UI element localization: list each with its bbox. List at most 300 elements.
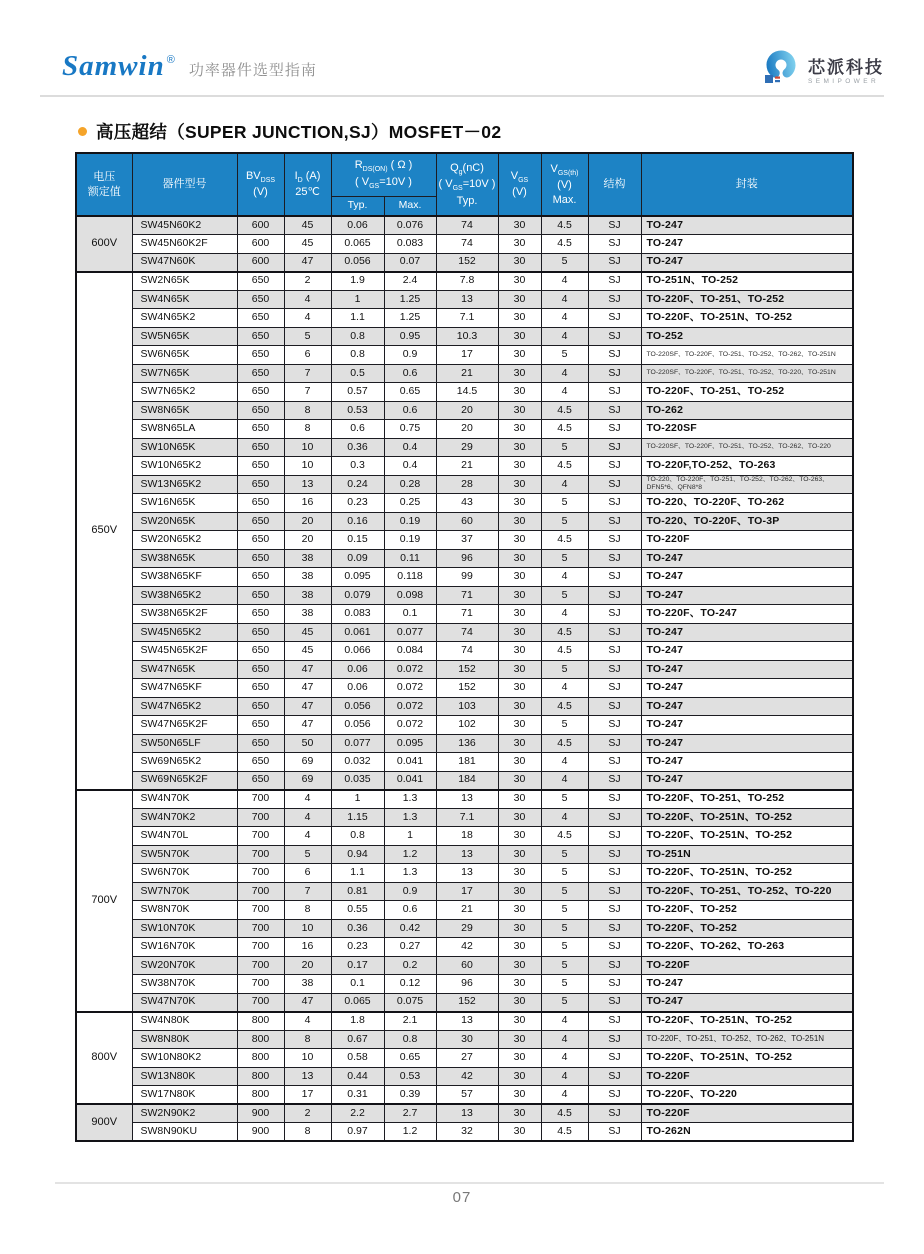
cell-package: TO-251N、TO-252 — [641, 272, 853, 291]
table-row — [76, 919, 853, 938]
cell-id: 20 — [284, 531, 331, 550]
cell-bvdss: 650 — [237, 364, 284, 383]
cell-qg: 152 — [436, 679, 498, 698]
cell-model: SW20N65K2 — [132, 531, 237, 550]
cell-package: TO-251N — [641, 845, 853, 864]
cell-bvdss: 700 — [237, 864, 284, 883]
table-row — [76, 808, 853, 827]
cell-structure: SJ — [588, 235, 641, 254]
cell-bvdss: 600 — [237, 253, 284, 272]
cell-package: TO-247 — [641, 993, 853, 1012]
cell-rdson-typ: 0.8 — [331, 346, 384, 365]
cell-vgs: 30 — [498, 568, 541, 587]
cell-vgs: 30 — [498, 1049, 541, 1068]
cell-model: SW4N65K — [132, 290, 237, 309]
cell-qg: 71 — [436, 586, 498, 605]
cell-vgsth: 4 — [541, 309, 588, 328]
cell-model: SW2N90K2 — [132, 1104, 237, 1123]
cell-model: SW10N80K2 — [132, 1049, 237, 1068]
cell-vgs: 30 — [498, 1030, 541, 1049]
cell-model: SW7N70K — [132, 882, 237, 901]
group-voltage-label: 800V — [76, 1012, 132, 1105]
cell-vgs: 30 — [498, 586, 541, 605]
cell-rdson-typ: 0.23 — [331, 494, 384, 513]
cell-rdson-typ: 0.066 — [331, 642, 384, 661]
cell-id: 7 — [284, 383, 331, 402]
cell-qg: 74 — [436, 623, 498, 642]
table-row — [76, 290, 853, 309]
cell-structure: SJ — [588, 679, 641, 698]
cell-package: TO-220F — [641, 1104, 853, 1123]
cell-structure: SJ — [588, 383, 641, 402]
bullet-icon — [78, 127, 87, 136]
table-row — [76, 309, 853, 328]
cell-package: TO-262N — [641, 1123, 853, 1142]
cell-rdson-max: 0.041 — [384, 771, 436, 790]
cell-vgsth: 4 — [541, 272, 588, 291]
cell-package: TO-247 — [641, 253, 853, 272]
cell-vgsth: 4 — [541, 1030, 588, 1049]
cell-model: SW45N60K2F — [132, 235, 237, 254]
cell-vgs: 30 — [498, 272, 541, 291]
cell-vgs: 30 — [498, 734, 541, 753]
cell-bvdss: 700 — [237, 956, 284, 975]
cell-vgsth: 4.5 — [541, 420, 588, 439]
cell-vgsth: 5 — [541, 494, 588, 513]
cell-vgsth: 4 — [541, 568, 588, 587]
cell-vgs: 30 — [498, 309, 541, 328]
cell-package: TO-247 — [641, 753, 853, 772]
cell-vgs: 30 — [498, 882, 541, 901]
cell-structure: SJ — [588, 512, 641, 531]
header-divider — [40, 95, 884, 97]
cell-rdson-typ: 1 — [331, 290, 384, 309]
cell-structure: SJ — [588, 438, 641, 457]
cell-rdson-max: 0.072 — [384, 716, 436, 735]
table-row — [76, 864, 853, 883]
cell-model: SW6N70K — [132, 864, 237, 883]
cell-rdson-typ: 0.15 — [331, 531, 384, 550]
cell-model: SW7N65K2 — [132, 383, 237, 402]
cell-package: TO-247 — [641, 975, 853, 994]
cell-model: SW13N65K2 — [132, 475, 237, 494]
cell-vgs: 30 — [498, 457, 541, 476]
cell-id: 6 — [284, 346, 331, 365]
table-row — [76, 993, 853, 1012]
cell-package: TO-247 — [641, 586, 853, 605]
cell-rdson-typ: 0.061 — [331, 623, 384, 642]
cell-rdson-typ: 0.1 — [331, 975, 384, 994]
cell-vgsth: 5 — [541, 919, 588, 938]
cell-structure: SJ — [588, 1049, 641, 1068]
cell-model: SW47N65K — [132, 660, 237, 679]
cell-vgsth: 5 — [541, 586, 588, 605]
cell-vgs: 30 — [498, 216, 541, 235]
cell-bvdss: 650 — [237, 272, 284, 291]
table-row — [76, 346, 853, 365]
cell-rdson-typ: 0.23 — [331, 938, 384, 957]
cell-id: 38 — [284, 605, 331, 624]
cell-qg: 17 — [436, 346, 498, 365]
cell-rdson-typ: 1.15 — [331, 808, 384, 827]
cell-bvdss: 800 — [237, 1030, 284, 1049]
table-row — [76, 272, 853, 291]
cell-model: SW8N65LA — [132, 420, 237, 439]
cell-vgsth: 5 — [541, 660, 588, 679]
cell-package: TO-220F、TO-251N、TO-252 — [641, 1049, 853, 1068]
cell-package: TO-220F、TO-251、TO-252、TO-262、TO-251N — [641, 1030, 853, 1049]
table-row — [76, 420, 853, 439]
table-row — [76, 531, 853, 550]
cell-vgs: 30 — [498, 420, 541, 439]
cell-id: 5 — [284, 845, 331, 864]
table-row — [76, 956, 853, 975]
cell-id: 45 — [284, 216, 331, 235]
cell-rdson-typ: 0.083 — [331, 605, 384, 624]
cell-structure: SJ — [588, 808, 641, 827]
cell-id: 47 — [284, 697, 331, 716]
cell-vgsth: 4.5 — [541, 531, 588, 550]
cell-structure: SJ — [588, 642, 641, 661]
cell-qg: 29 — [436, 438, 498, 457]
cell-id: 4 — [284, 827, 331, 846]
cell-vgsth: 5 — [541, 993, 588, 1012]
cell-structure: SJ — [588, 290, 641, 309]
cell-model: SW45N60K2 — [132, 216, 237, 235]
cell-qg: 13 — [436, 864, 498, 883]
cell-bvdss: 650 — [237, 494, 284, 513]
cell-package: TO-252 — [641, 327, 853, 346]
cell-rdson-typ: 0.16 — [331, 512, 384, 531]
cell-vgs: 30 — [498, 864, 541, 883]
cell-package: TO-220F — [641, 531, 853, 550]
cell-package: TO-247 — [641, 623, 853, 642]
cell-rdson-typ: 1.8 — [331, 1012, 384, 1031]
mosfet-table — [75, 152, 854, 1142]
cell-rdson-typ: 1.1 — [331, 309, 384, 328]
cell-vgs: 30 — [498, 1104, 541, 1123]
cell-model: SW4N70L — [132, 827, 237, 846]
table-row — [76, 1030, 853, 1049]
cell-package: TO-220F、TO-251、TO-252 — [641, 383, 853, 402]
cell-rdson-max: 0.19 — [384, 531, 436, 550]
company-logo — [759, 48, 884, 95]
registered-mark: ® — [166, 54, 175, 66]
cell-qg: 103 — [436, 697, 498, 716]
cell-id: 13 — [284, 475, 331, 494]
cell-id: 45 — [284, 642, 331, 661]
cell-qg: 20 — [436, 420, 498, 439]
cell-vgsth: 4 — [541, 605, 588, 624]
cell-id: 10 — [284, 457, 331, 476]
col-vgsth: $V_{GS(th)}$ (V) Max. — [541, 153, 588, 216]
cell-rdson-max: 0.42 — [384, 919, 436, 938]
cell-package: TO-220F、TO-251N、TO-252 — [641, 309, 853, 328]
cell-package: TO-220、TO-220F、TO-251、TO-252、TO-262、TO-263、DFN5*6、QFN8*8 — [641, 475, 853, 494]
cell-model: SW45N65K2F — [132, 642, 237, 661]
cell-qg: 21 — [436, 364, 498, 383]
cell-rdson-max: 0.072 — [384, 660, 436, 679]
cell-model: SW10N70K — [132, 919, 237, 938]
cell-vgsth: 4 — [541, 290, 588, 309]
cell-id: 20 — [284, 512, 331, 531]
cell-rdson-max: 0.11 — [384, 549, 436, 568]
cell-package: TO-247 — [641, 660, 853, 679]
cell-vgs: 30 — [498, 327, 541, 346]
cell-rdson-max: 1.3 — [384, 864, 436, 883]
table-row — [76, 401, 853, 420]
cell-model: SW5N70K — [132, 845, 237, 864]
page-header — [40, 48, 884, 94]
cell-bvdss: 650 — [237, 753, 284, 772]
cell-rdson-max: 0.095 — [384, 734, 436, 753]
table-row — [76, 642, 853, 661]
cell-rdson-typ: 0.065 — [331, 993, 384, 1012]
cell-model: SW8N70K — [132, 901, 237, 920]
cell-vgsth: 5 — [541, 346, 588, 365]
cell-id: 7 — [284, 882, 331, 901]
cell-bvdss: 650 — [237, 309, 284, 328]
cell-qg: 37 — [436, 531, 498, 550]
cell-rdson-max: 1.3 — [384, 808, 436, 827]
cell-vgs: 30 — [498, 1012, 541, 1031]
cell-structure: SJ — [588, 272, 641, 291]
cell-vgsth: 4.5 — [541, 827, 588, 846]
cell-vgsth: 5 — [541, 790, 588, 809]
cell-rdson-typ: 1 — [331, 790, 384, 809]
cell-model: SW4N70K — [132, 790, 237, 809]
cell-id: 50 — [284, 734, 331, 753]
cell-vgsth: 5 — [541, 864, 588, 883]
cell-qg: 74 — [436, 216, 498, 235]
cell-id: 8 — [284, 1123, 331, 1142]
cell-qg: 20 — [436, 401, 498, 420]
cell-rdson-max: 0.07 — [384, 253, 436, 272]
cell-id: 2 — [284, 1104, 331, 1123]
cell-rdson-max: 0.118 — [384, 568, 436, 587]
cell-vgsth: 4.5 — [541, 457, 588, 476]
cell-vgsth: 4 — [541, 1012, 588, 1031]
cell-vgs: 30 — [498, 771, 541, 790]
cell-model: SW10N65K2 — [132, 457, 237, 476]
cell-bvdss: 600 — [237, 216, 284, 235]
cell-bvdss: 700 — [237, 901, 284, 920]
cell-vgs: 30 — [498, 956, 541, 975]
cell-bvdss: 650 — [237, 438, 284, 457]
cell-id: 10 — [284, 1049, 331, 1068]
cell-vgsth: 4 — [541, 327, 588, 346]
cell-rdson-typ: 0.077 — [331, 734, 384, 753]
cell-bvdss: 650 — [237, 346, 284, 365]
cell-bvdss: 700 — [237, 808, 284, 827]
cell-vgsth: 4.5 — [541, 697, 588, 716]
cell-vgs: 30 — [498, 790, 541, 809]
cell-structure: SJ — [588, 401, 641, 420]
cell-vgsth: 5 — [541, 716, 588, 735]
table-row — [76, 771, 853, 790]
col-structure: 结构 — [588, 153, 641, 216]
cell-qg: 29 — [436, 919, 498, 938]
cell-rdson-typ: 0.8 — [331, 827, 384, 846]
cell-qg: 181 — [436, 753, 498, 772]
cell-rdson-typ: 0.53 — [331, 401, 384, 420]
cell-id: 38 — [284, 549, 331, 568]
cell-structure: SJ — [588, 494, 641, 513]
brand-name: Samwin — [62, 50, 165, 82]
cell-rdson-typ: 1.9 — [331, 272, 384, 291]
cell-model: SW47N60K — [132, 253, 237, 272]
cell-structure: SJ — [588, 882, 641, 901]
cell-rdson-typ: 2.2 — [331, 1104, 384, 1123]
cell-qg: 71 — [436, 605, 498, 624]
cell-rdson-max: 0.65 — [384, 1049, 436, 1068]
cell-vgs: 30 — [498, 975, 541, 994]
cell-bvdss: 650 — [237, 531, 284, 550]
cell-rdson-typ: 0.056 — [331, 697, 384, 716]
cell-vgsth: 4.5 — [541, 623, 588, 642]
col-rdson: $R_{DS(ON)}$ ( Ω ) ( $V_{GS}=10V$ ) — [331, 153, 436, 196]
table-row — [76, 494, 853, 513]
cell-rdson-typ: 0.06 — [331, 216, 384, 235]
table-row — [76, 734, 853, 753]
cell-vgs: 30 — [498, 235, 541, 254]
cell-qg: 13 — [436, 790, 498, 809]
table-row — [76, 438, 853, 457]
cell-qg: 74 — [436, 235, 498, 254]
cell-qg: 102 — [436, 716, 498, 735]
cell-qg: 7.1 — [436, 309, 498, 328]
cell-id: 13 — [284, 1067, 331, 1086]
table-row — [76, 383, 853, 402]
cell-package: TO-247 — [641, 716, 853, 735]
cell-model: SW16N70K — [132, 938, 237, 957]
table-header — [76, 153, 853, 216]
table-row — [76, 216, 853, 235]
cell-package: TO-247 — [641, 568, 853, 587]
cell-structure: SJ — [588, 975, 641, 994]
cell-structure: SJ — [588, 364, 641, 383]
cell-bvdss: 800 — [237, 1067, 284, 1086]
cell-vgs: 30 — [498, 919, 541, 938]
cell-id: 8 — [284, 401, 331, 420]
cell-model: SW69N65K2 — [132, 753, 237, 772]
cell-id: 69 — [284, 753, 331, 772]
cell-rdson-max: 0.95 — [384, 327, 436, 346]
table-row — [76, 1012, 853, 1031]
cell-package: TO-220F、TO-251N、TO-252 — [641, 864, 853, 883]
cell-model: SW4N70K2 — [132, 808, 237, 827]
cell-package: TO-220F、TO-262、TO-263 — [641, 938, 853, 957]
cell-model: SW20N65K — [132, 512, 237, 531]
cell-vgsth: 4.5 — [541, 1104, 588, 1123]
cell-id: 47 — [284, 253, 331, 272]
cell-rdson-max: 0.75 — [384, 420, 436, 439]
cell-id: 47 — [284, 679, 331, 698]
cell-id: 7 — [284, 364, 331, 383]
group-voltage-label: 700V — [76, 790, 132, 1012]
cell-structure: SJ — [588, 1123, 641, 1142]
cell-package: TO-220F、TO-251N、TO-252 — [641, 808, 853, 827]
cell-bvdss: 800 — [237, 1049, 284, 1068]
cell-model: SW5N65K — [132, 327, 237, 346]
cell-rdson-max: 0.1 — [384, 605, 436, 624]
table-row — [76, 1104, 853, 1123]
cell-vgsth: 4 — [541, 475, 588, 494]
cell-id: 16 — [284, 938, 331, 957]
cell-bvdss: 650 — [237, 457, 284, 476]
col-rdson-typ: Typ. — [331, 196, 384, 216]
cell-rdson-typ: 0.36 — [331, 438, 384, 457]
cell-id: 45 — [284, 235, 331, 254]
cell-rdson-max: 1.2 — [384, 1123, 436, 1142]
cell-rdson-max: 0.65 — [384, 383, 436, 402]
table-row — [76, 679, 853, 698]
cell-package: TO-220SF、TO-220F、TO-251、TO-252、TO-220、TO-251N — [641, 364, 853, 383]
cell-id: 47 — [284, 716, 331, 735]
cell-package: TO-220F — [641, 956, 853, 975]
cell-structure: SJ — [588, 346, 641, 365]
cell-vgsth: 5 — [541, 938, 588, 957]
cell-vgs: 30 — [498, 1123, 541, 1142]
cell-structure: SJ — [588, 1067, 641, 1086]
cell-bvdss: 650 — [237, 771, 284, 790]
cell-structure: SJ — [588, 790, 641, 809]
cell-bvdss: 650 — [237, 679, 284, 698]
cell-model: SW47N65KF — [132, 679, 237, 698]
cell-qg: 60 — [436, 512, 498, 531]
cell-rdson-typ: 0.17 — [331, 956, 384, 975]
cell-model: SW47N65K2F — [132, 716, 237, 735]
cell-id: 8 — [284, 901, 331, 920]
cell-package: TO-220SF、TO-220F、TO-251、TO-252、TO-262、TO-220 — [641, 438, 853, 457]
cell-package: TO-220F、TO-251、TO-252 — [641, 790, 853, 809]
cell-vgs: 30 — [498, 993, 541, 1012]
cell-vgsth: 5 — [541, 882, 588, 901]
cell-vgsth: 5 — [541, 975, 588, 994]
cell-model: SW69N65K2F — [132, 771, 237, 790]
cell-id: 10 — [284, 438, 331, 457]
cell-rdson-typ: 0.97 — [331, 1123, 384, 1142]
cell-model: SW8N90KU — [132, 1123, 237, 1142]
cell-rdson-max: 0.041 — [384, 753, 436, 772]
cell-rdson-max: 0.9 — [384, 346, 436, 365]
cell-rdson-typ: 0.065 — [331, 235, 384, 254]
cell-structure: SJ — [588, 1030, 641, 1049]
cell-rdson-typ: 0.58 — [331, 1049, 384, 1068]
cell-qg: 13 — [436, 1012, 498, 1031]
cell-model: SW8N80K — [132, 1030, 237, 1049]
col-package: 封装 — [641, 153, 853, 216]
cell-qg: 43 — [436, 494, 498, 513]
company-subname: SEMIPOWER — [808, 77, 880, 85]
cell-model: SW20N70K — [132, 956, 237, 975]
cell-vgs: 30 — [498, 808, 541, 827]
cell-package: TO-247 — [641, 549, 853, 568]
cell-rdson-max: 0.076 — [384, 216, 436, 235]
cell-package: TO-247 — [641, 734, 853, 753]
cell-structure: SJ — [588, 660, 641, 679]
cell-package: TO-220SF — [641, 420, 853, 439]
cell-id: 47 — [284, 660, 331, 679]
cell-structure: SJ — [588, 938, 641, 957]
table-row — [76, 1086, 853, 1105]
cell-model: SW47N65K2 — [132, 697, 237, 716]
cell-model: SW8N65K — [132, 401, 237, 420]
cell-vgsth: 4 — [541, 771, 588, 790]
cell-qg: 42 — [436, 938, 498, 957]
table-row — [76, 457, 853, 476]
cell-rdson-max: 0.072 — [384, 697, 436, 716]
